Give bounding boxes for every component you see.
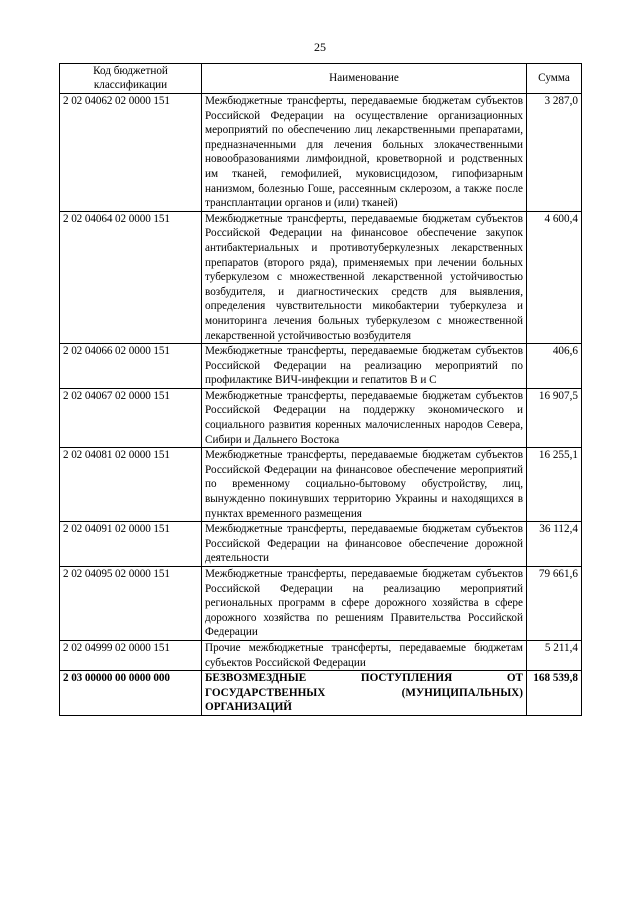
name-cell: Межбюджетные трансферты, передаваемые бюджетам субъектов Российской Федерации на поддержку экономического и социального развития коренных малочисленных народов Севера, Сибири и Дальнего Востока <box>202 388 527 447</box>
header-code: Код бюджетной классификации <box>60 64 202 94</box>
table-row <box>60 94 582 212</box>
name-cell: Межбюджетные трансферты, передаваемые бюджетам субъектов Российской Федерации на финансовое обеспечение мероприятий по временному социально-бытовому обустройству, лиц, вынужденно покинувших территорию Украины и находящихся в пунктах временного размещения <box>202 448 527 522</box>
sum-cell: 3 287,0 <box>527 94 582 212</box>
name-cell: Межбюджетные трансферты, передаваемые бюджетам субъектов Российской Федерации на финансовое обеспечение дорожной деятельности <box>202 522 527 567</box>
table-row <box>60 640 582 670</box>
name-cell: Межбюджетные трансферты, передаваемые бюджетам субъектов Российской Федерации на осуществление организационных мероприятий по обеспечению лиц лекарственными препаратами, предназначенными для лечения больных злокачественными новообразованиями лимфоидной, кроветворной и родственных им тканей, гемофилией, муковисцидозом, гипофизарным нанизмом, болезнью Гоше, рассеянным склерозом, а также после трансплантации органов и (или) тканей) <box>202 94 527 212</box>
sum-cell: 16 255,1 <box>527 448 582 522</box>
sum-cell: 79 661,6 <box>527 567 582 641</box>
table-row <box>60 671 582 716</box>
table-body <box>60 94 582 716</box>
table-row <box>60 211 582 343</box>
table-row <box>60 388 582 447</box>
code-cell: 2 02 04067 02 0000 151 <box>60 388 202 447</box>
header-sum: Сумма <box>527 64 582 94</box>
code-cell: 2 02 04064 02 0000 151 <box>60 211 202 343</box>
sum-cell: 4 600,4 <box>527 211 582 343</box>
code-cell: 2 03 00000 00 0000 000 <box>60 671 202 716</box>
name-cell: Межбюджетные трансферты, передаваемые бюджетам субъектов Российской Федерации на реализацию мероприятий региональных программ в сфере дорожного хозяйства в сфере дорожного хозяйства по решениям Правительства Российской Федерации <box>202 567 527 641</box>
table-row <box>60 522 582 567</box>
code-cell: 2 02 04081 02 0000 151 <box>60 448 202 522</box>
name-cell: Прочие межбюджетные трансферты, передаваемые бюджетам субъектов Российской Федерации <box>202 640 527 670</box>
sum-cell: 406,6 <box>527 344 582 389</box>
sum-cell: 16 907,5 <box>527 388 582 447</box>
table-row <box>60 344 582 389</box>
name-cell: Межбюджетные трансферты, передаваемые бюджетам субъектов Российской Федерации на реализацию мероприятий по профилактике ВИЧ-инфекции и гепатитов В и С <box>202 344 527 389</box>
code-cell: 2 02 04091 02 0000 151 <box>60 522 202 567</box>
budget-table <box>59 63 582 716</box>
code-cell: 2 02 04095 02 0000 151 <box>60 567 202 641</box>
name-cell: БЕЗВОЗМЕЗДНЫЕ ПОСТУПЛЕНИЯ ОТ ГОСУДАРСТВЕННЫХ (МУНИЦИПАЛЬНЫХ) ОРГАНИЗАЦИЙ <box>202 671 527 716</box>
header-name: Наименование <box>202 64 527 94</box>
table-header <box>60 64 582 94</box>
page-number: 25 <box>314 40 326 54</box>
sum-cell: 36 112,4 <box>527 522 582 567</box>
code-cell: 2 02 04062 02 0000 151 <box>60 94 202 212</box>
table-row <box>60 448 582 522</box>
code-cell: 2 02 04999 02 0000 151 <box>60 640 202 670</box>
sum-cell: 5 211,4 <box>527 640 582 670</box>
code-cell: 2 02 04066 02 0000 151 <box>60 344 202 389</box>
name-cell: Межбюджетные трансферты, передаваемые бюджетам субъектов Российской Федерации на финансовое обеспечение закупок антибактериальных и противотуберкулезных лекарственных препаратов (второго ряда), применяемых при лечении больных туберкулезом с множественной лекарственной устойчивостью возбудителя, и диагностических средств для выявления, определения чувствительности микобактерии туберкулеза и мониторинга лечения больных туберкулезом с множественной лекарственной устойчивостью возбудителя <box>202 211 527 343</box>
sum-cell: 168 539,8 <box>527 671 582 716</box>
table-row <box>60 567 582 641</box>
